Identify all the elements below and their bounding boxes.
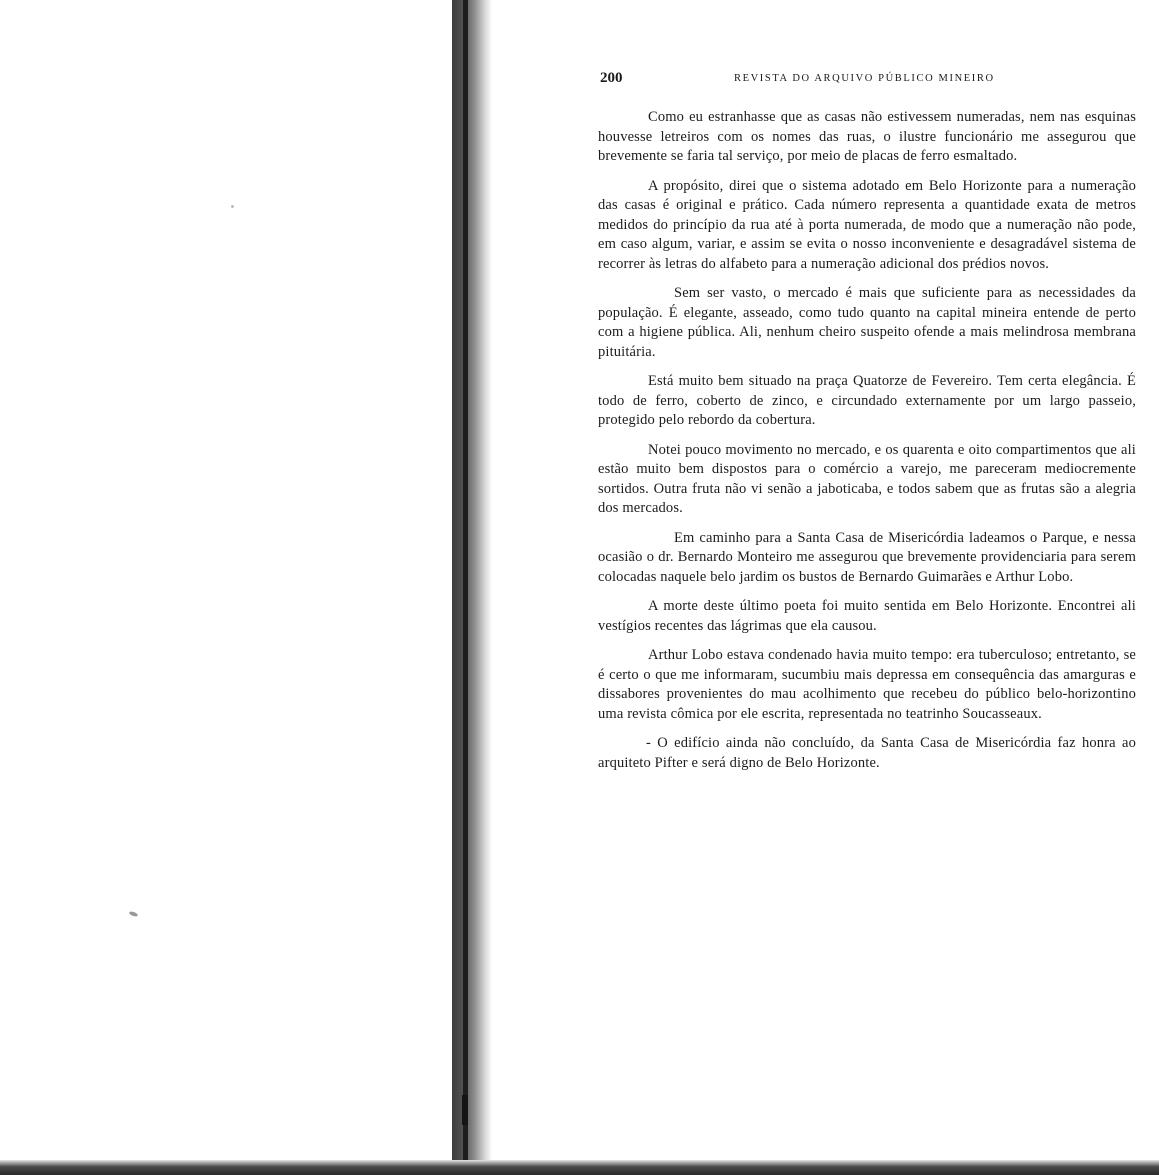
- page-number: 200: [600, 70, 623, 86]
- journal-title: REVISTA DO ARQUIVO PÚBLICO MINEIRO: [734, 73, 995, 84]
- paragraph-1: Como eu estranhasse que as casas não estivessem numeradas, nem nas esquinas houvesse letreiros com os nomes das ruas, o ilustre funcionário me assegurou que brevemente se faria tal serviço, por meio de placas de ferro esmaltado.: [598, 109, 1136, 164]
- book-gutter-shadow: [452, 0, 492, 1175]
- running-header: [598, 70, 1136, 94]
- spine-mark: [462, 1095, 468, 1125]
- right-page: [598, 70, 1136, 783]
- paragraph-4: Está muito bem situado na praça Quatorze de Fevereiro. Tem certa elegância. É todo de ferro, coberto de zinco, e circundado externamente por um largo passeio, protegido pelo rebordo da cobertura.: [598, 373, 1136, 428]
- paper-speck: [231, 205, 234, 208]
- book-bottom-edge: [0, 1160, 1159, 1175]
- paragraph-6: Em caminho para a Santa Casa de Misericórdia ladeamos o Parque, e nessa ocasião o dr. Bernardo Monteiro me assegurou que brevemente providenciaria para serem colocadas naquele belo jardim os bustos de Bernardo Guimarães e Arthur Lobo.: [598, 529, 1136, 585]
- paper-speck: [129, 911, 139, 918]
- paragraph-8: Arthur Lobo estava condenado havia muito tempo: era tuberculoso; entretanto, se é certo o que me informaram, sucumbiu mais depressa em consequência das amarguras e dissabores provenientes do mau acolhimento que recebeu do público belo-horizontino uma revista cômica por ele escrita, representada no teatrinho Soucasseaux.: [598, 647, 1136, 722]
- left-page-blank: [0, 0, 452, 1175]
- paragraph-9: - O edifício ainda não concluído, da Santa Casa de Misericórdia faz honra ao arquiteto Pifter e será digno de Belo Horizonte.: [598, 735, 1136, 771]
- book-spine-line: [463, 0, 468, 1175]
- paragraph-2: A propósito, direi que o sistema adotado em Belo Horizonte para a numeração das casas é original e prático. Cada número representa a quantidade exata de metros medidos do princípio da rua até à porta numerada, de modo que a numeração não pode, em caso algum, variar, e assim se evita o nosso inconveniente e desagradável sistema de recorrer às letras do alfabeto para a numeração adicional dos prédios novos.: [598, 177, 1136, 272]
- paragraph-5: Notei pouco movimento no mercado, e os quarenta e oito compartimentos que ali estão muito bem dispostos para o comércio a varejo, me pareceram mediocremente sortidos. Outra fruta não vi senão a jaboticaba, e todos sabem que as frutas são a alegria dos mercados.: [598, 441, 1136, 516]
- paragraph-3: Sem ser vasto, o mercado é mais que suficiente para as necessidades da população. É elegante, asseado, como tudo quanto na capital mineira entende de perto com a higiene pública. Ali, nenhum cheiro suspeito ofende a mais melindrosa membrana pituitária.: [598, 285, 1136, 360]
- paragraph-7: A morte deste último poeta foi muito sentida em Belo Horizonte. Encontrei ali vestígios recentes das lágrimas que ela causou.: [598, 598, 1136, 634]
